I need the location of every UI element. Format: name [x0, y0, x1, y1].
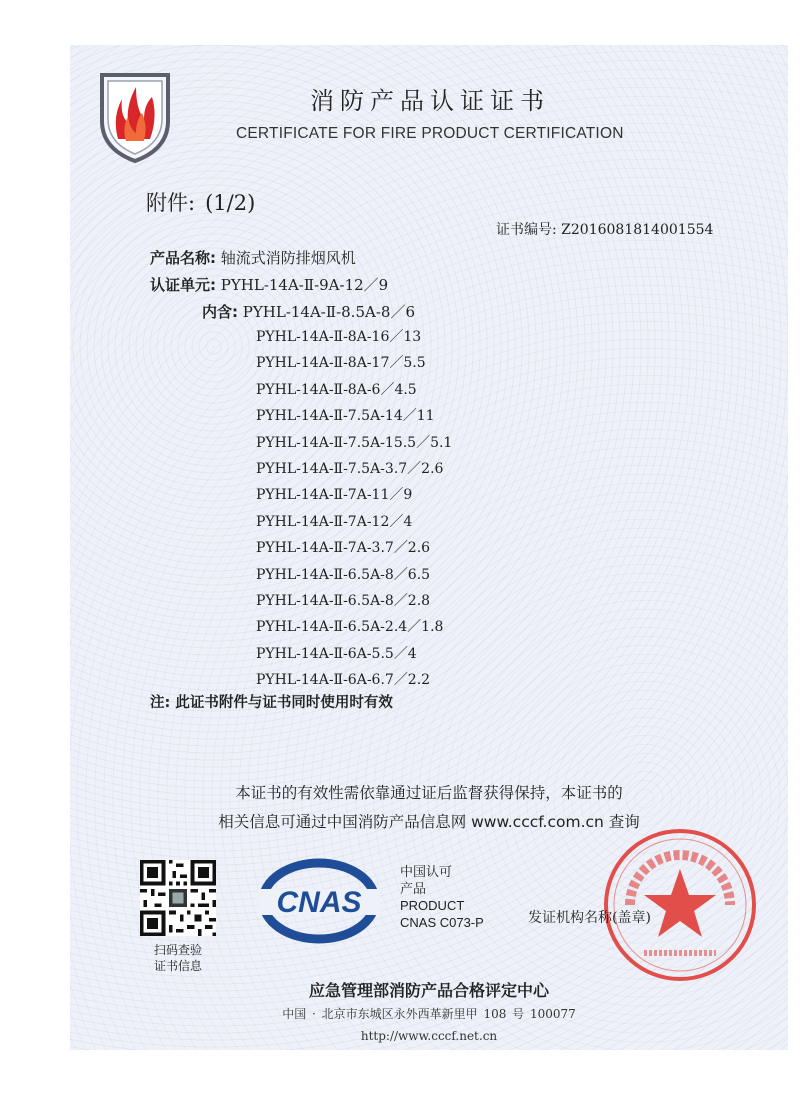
cnas-line: 中国认可	[400, 864, 453, 879]
cnas-line: PRODUCT	[400, 898, 465, 913]
cnas-logo	[258, 857, 380, 945]
qr-code[interactable]	[140, 860, 216, 936]
model-item: PYHL-14A-Ⅱ-8A-16／13	[256, 329, 422, 345]
validity-note: 注: 此证书附件与证书同时使用时有效	[150, 695, 393, 711]
cnas-logo-text: CNAS	[276, 886, 362, 919]
model-item: PYHL-14A-Ⅱ-7.5A-15.5／5.1	[256, 434, 453, 451]
model-item: PYHL-14A-Ⅱ-8A-6／4.5	[256, 381, 417, 398]
attachment-heading	[146, 187, 255, 217]
product-name-label: 产品名称:	[150, 249, 216, 267]
cnas-accreditation-text	[400, 863, 484, 931]
model-item: PYHL-14A-Ⅱ-6.5A-8／6.5	[256, 566, 431, 583]
product-name-row	[150, 247, 356, 268]
model-item: PYHL-14A-Ⅱ-6A-5.5／4	[256, 645, 417, 662]
validity-line-1: 本证书的有效性需依靠通过证后监督获得保持，本证书的	[235, 784, 623, 802]
model-list	[256, 324, 452, 693]
fire-shield-logo-icon	[96, 69, 174, 165]
certificate-title-cn: 消防产品认证证书	[310, 87, 550, 115]
includes-row	[202, 301, 415, 322]
product-name-value: 轴流式消防排烟风机	[220, 249, 356, 267]
model-item: PYHL-14A-Ⅱ-7.5A-14／11	[256, 408, 435, 425]
qr-caption-line: 证书信息	[153, 959, 202, 973]
model-item: PYHL-14A-Ⅱ-6.5A-8／2.8	[256, 592, 431, 609]
certificate-number: 证书编号: Z2016081814001554	[496, 222, 714, 238]
qr-caption	[140, 942, 216, 974]
issuing-center-name: 应急管理部消防产品合格评定中心	[308, 981, 549, 1000]
official-seal-stamp	[600, 825, 760, 985]
includes-label: 内含:	[202, 303, 238, 321]
certificate-sheet	[70, 45, 788, 1050]
qr-caption-line: 扫码查验	[153, 943, 202, 957]
cnas-line: CNAS C073-P	[400, 915, 484, 930]
attachment-page: (1/2)	[205, 191, 256, 215]
attachment-label: 附件:	[146, 191, 196, 215]
cnas-line: 产品	[400, 881, 427, 896]
model-item: PYHL-14A-Ⅱ-6.5A-2.4／1.8	[256, 619, 444, 636]
cert-unit-row	[150, 274, 388, 295]
model-item: PYHL-14A-Ⅱ-7A-12／4	[256, 513, 413, 530]
certificate-title-en: CERTIFICATE FOR FIRE PRODUCT CERTIFICATION	[236, 125, 624, 142]
center-website-link[interactable]: http://www.cccf.net.cn	[360, 1029, 498, 1043]
cert-unit-label: 认证单元:	[150, 276, 216, 294]
center-address: 中国 · 北京市东城区永外西革新里甲 108 号 100077	[282, 1007, 576, 1021]
model-item: PYHL-14A-Ⅱ-7A-11／9	[256, 487, 413, 504]
model-item: PYHL-14A-Ⅱ-6A-6.7／2.2	[256, 672, 431, 689]
cert-unit-value: PYHL-14A-Ⅱ-9A-12／9	[220, 276, 389, 294]
model-item: PYHL-14A-Ⅱ-8.5A-8／6	[242, 303, 415, 321]
model-item: PYHL-14A-Ⅱ-8A-17／5.5	[256, 355, 426, 372]
model-item: PYHL-14A-Ⅱ-7.5A-3.7／2.6	[256, 460, 444, 477]
validity-line-2: 相关信息可通过中国消防产品信息网 www.cccf.com.cn 查询	[218, 813, 640, 831]
issuer-label: 发证机构名称(盖章)	[528, 910, 651, 926]
model-item: PYHL-14A-Ⅱ-7A-3.7／2.6	[256, 540, 431, 557]
